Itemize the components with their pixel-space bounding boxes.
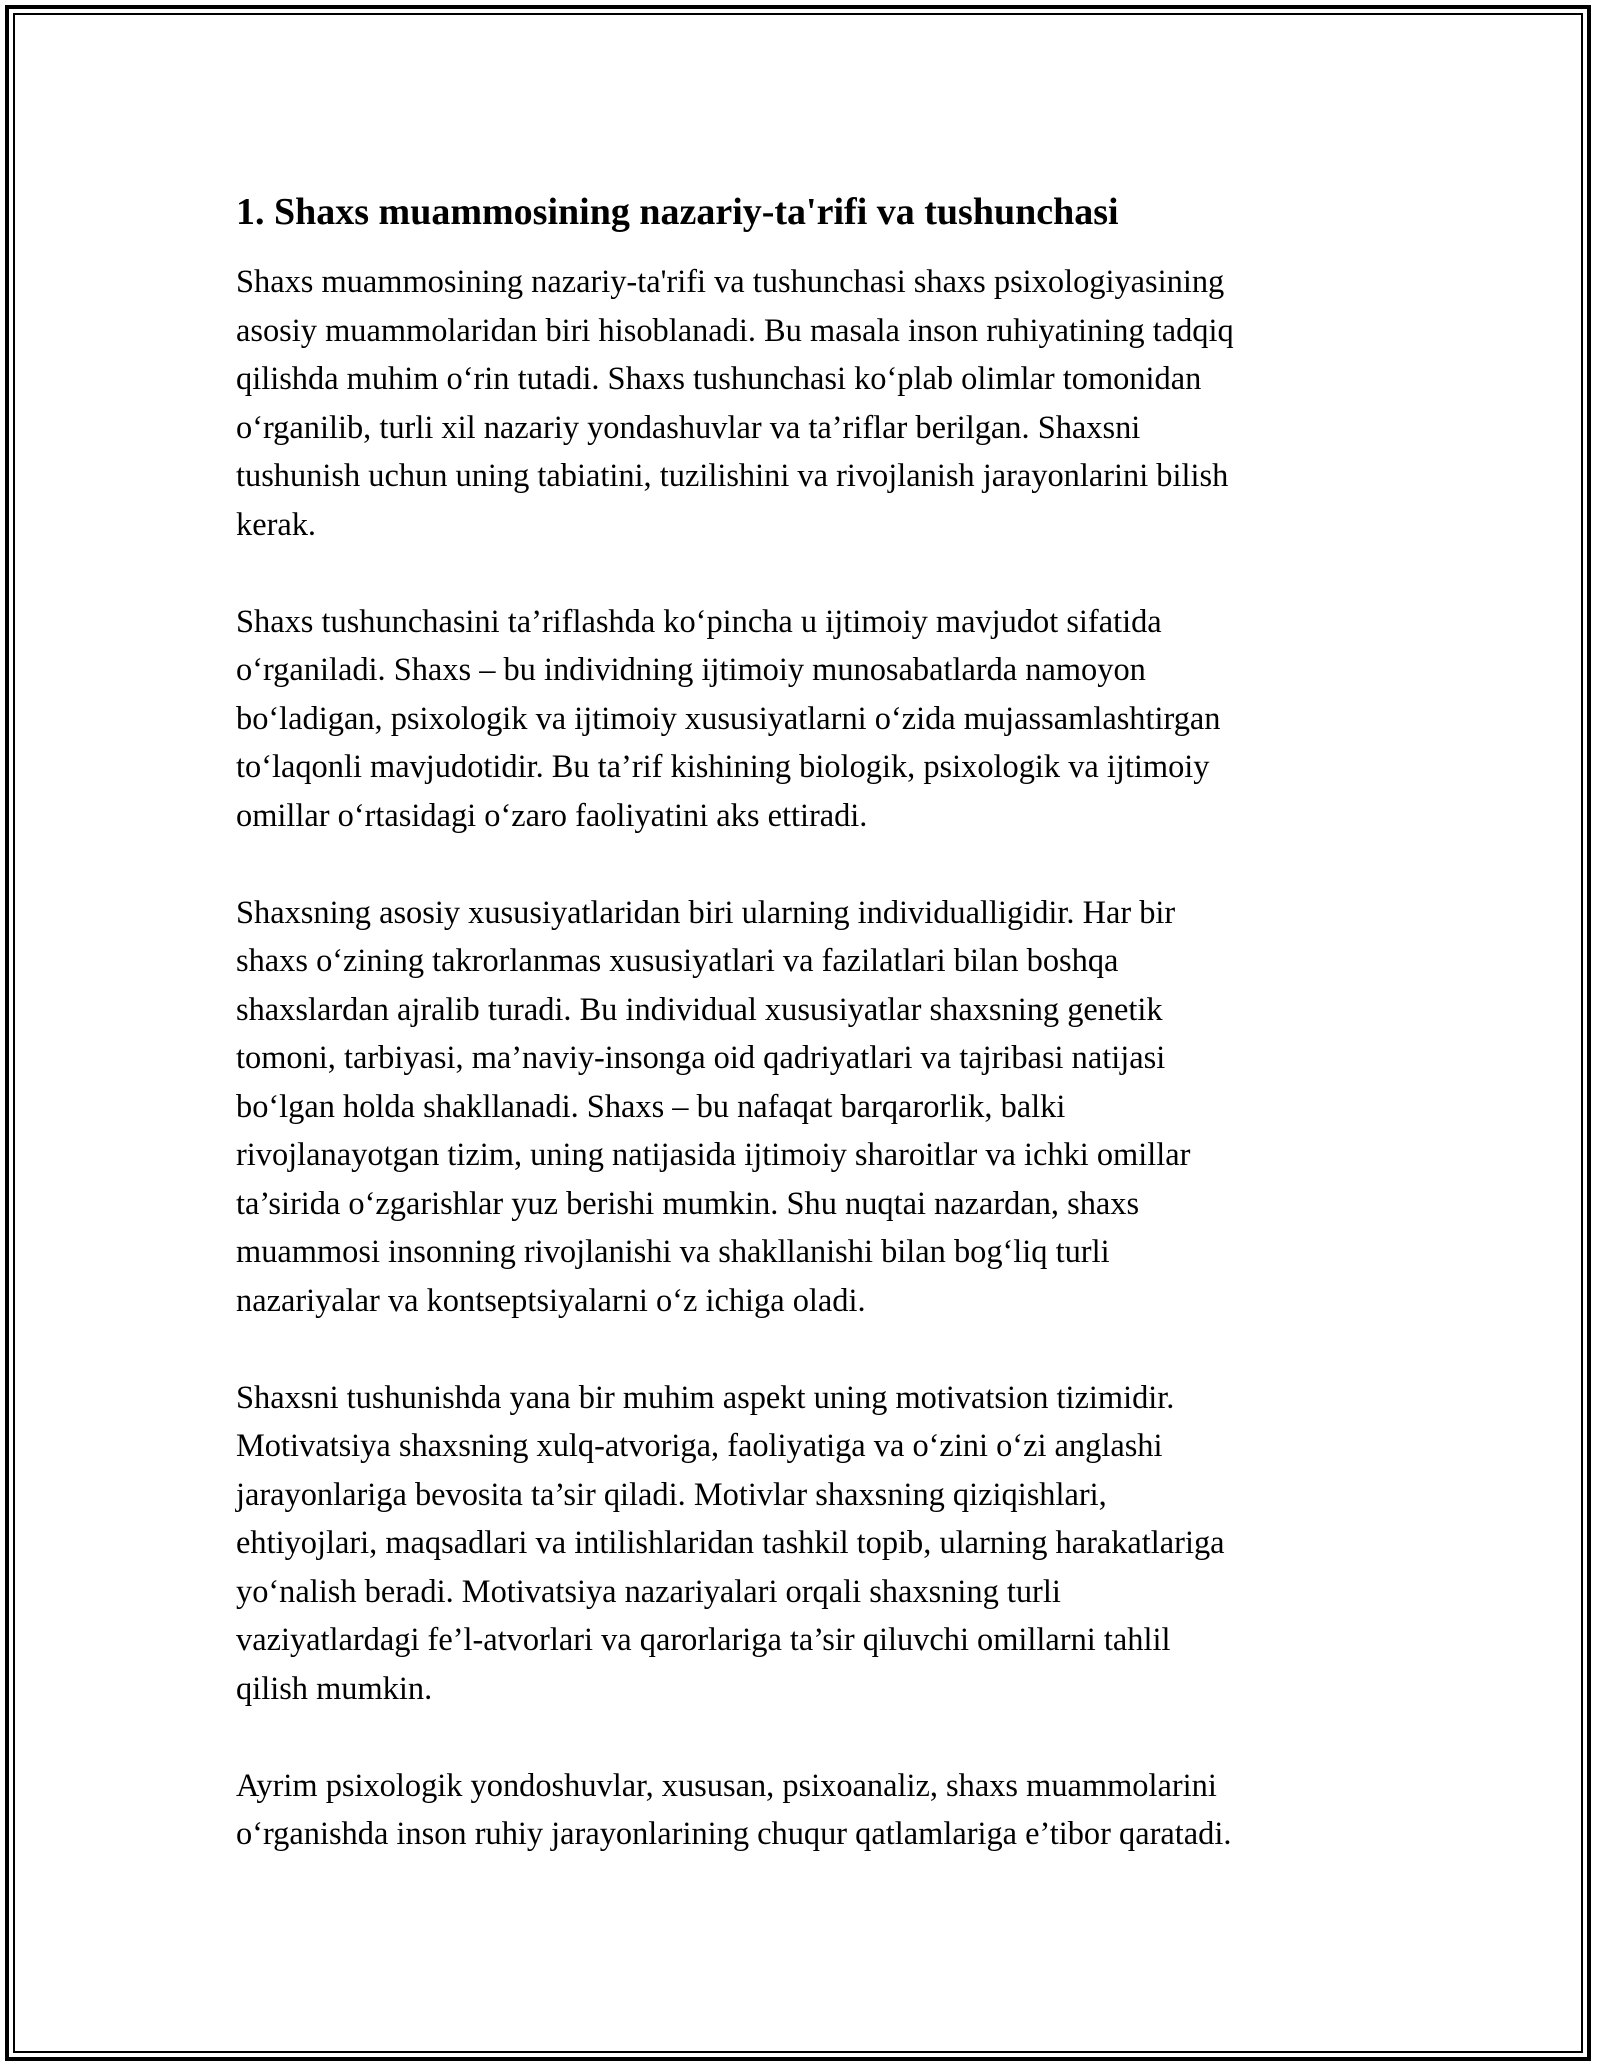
paragraph-2: Shaxs tushunchasini ta’riflashda ko‘pincha u ijtimoiy mavjudot sifatida o‘rganiladi. Shaxs – bu individning ijtimoiy munosabatlarda namoyon bo‘ladigan, psixologik va ijtimoiy xususiyatlarni o‘zida mujassamlashtirgan to‘laqonli mavjudotidir. Bu ta’rif kishining biologik, psixologik va ijtimoiy omillar o‘rtasidagi o‘zaro faoliyatini aks ettiradi. xyxy=(236,603,1221,834)
paragraph-3: Shaxsning asosiy xususiyatlaridan biri ularning individualligidir. Har bir shaxs o‘zining takrorlanmas xususiyatlari va fazilatlari bilan boshqa shaxslardan ajralib turadi. Bu individual xususiyatlar shaxsning genetik tomoni, tarbiyasi, ma’naviy-insonga oid qadriyatlari va tajribasi natijasi bo‘lgan holda shakllanadi. Shaxs – bu nafaqat barqarorlik, balki rivojlanayotgan tizim, uning natijasida ijtimoiy sharoitlar va ichki omillar ta’sirida o‘zgarishlar yuz berishi mumkin. Shu nuqtai nazardan, shaxs muammosi insonning rivojlanishi va shakllanishi bilan bog‘liq turli nazariyalar va kontseptsiyalarni o‘z ichiga oladi. xyxy=(236,894,1191,1319)
document-body xyxy=(236,186,1386,1907)
paragraph-1: Shaxs muammosining nazariy-ta'rifi va tushunchasi shaxs psixologiyasining asosiy muammolaridan biri hisoblanadi. Bu masala inson ruhiyatining tadqiq qilishda muhim o‘rin tutadi. Shaxs tushunchasi ko‘plab olimlar tomonidan o‘rganilib, turli xil nazariy yondashuvlar va ta’riflar berilgan. Shaxsni tushunish uchun uning tabiatini, tuzilishini va rivojlanish jarayonlarini bilish kerak. xyxy=(236,264,1234,543)
paragraph-4: Shaxsni tushunishda yana bir muhim aspekt uning motivatsion tizimidir. Motivatsiya shaxsning xulq-atvoriga, faoliyatiga va o‘zini o‘zi anglashi jarayonlariga bevosita ta’sir qiladi. Motivlar shaxsning qiziqishlari, ehtiyojlari, maqsadlari va intilishlaridan tashkil topib, ularning harakatlariga yo‘nalish beradi. Motivatsiya nazariyalari orqali shaxsning turli vaziyatlardagi fe’l-atvorlari va qarorlariga ta’sir qiluvchi omillarni tahlil qilish mumkin. xyxy=(236,1379,1225,1707)
paragraph-5: Ayrim psixologik yondoshuvlar, xususan, psixoanaliz, shaxs muammolarini o‘rganishda inson ruhiy jarayonlarining chuqur qatlamlariga e’tibor qaratadi. xyxy=(236,1767,1232,1852)
section-heading: 1. Shaxs muammosining nazariy-ta'rifi va tushunchasi xyxy=(236,191,1119,233)
